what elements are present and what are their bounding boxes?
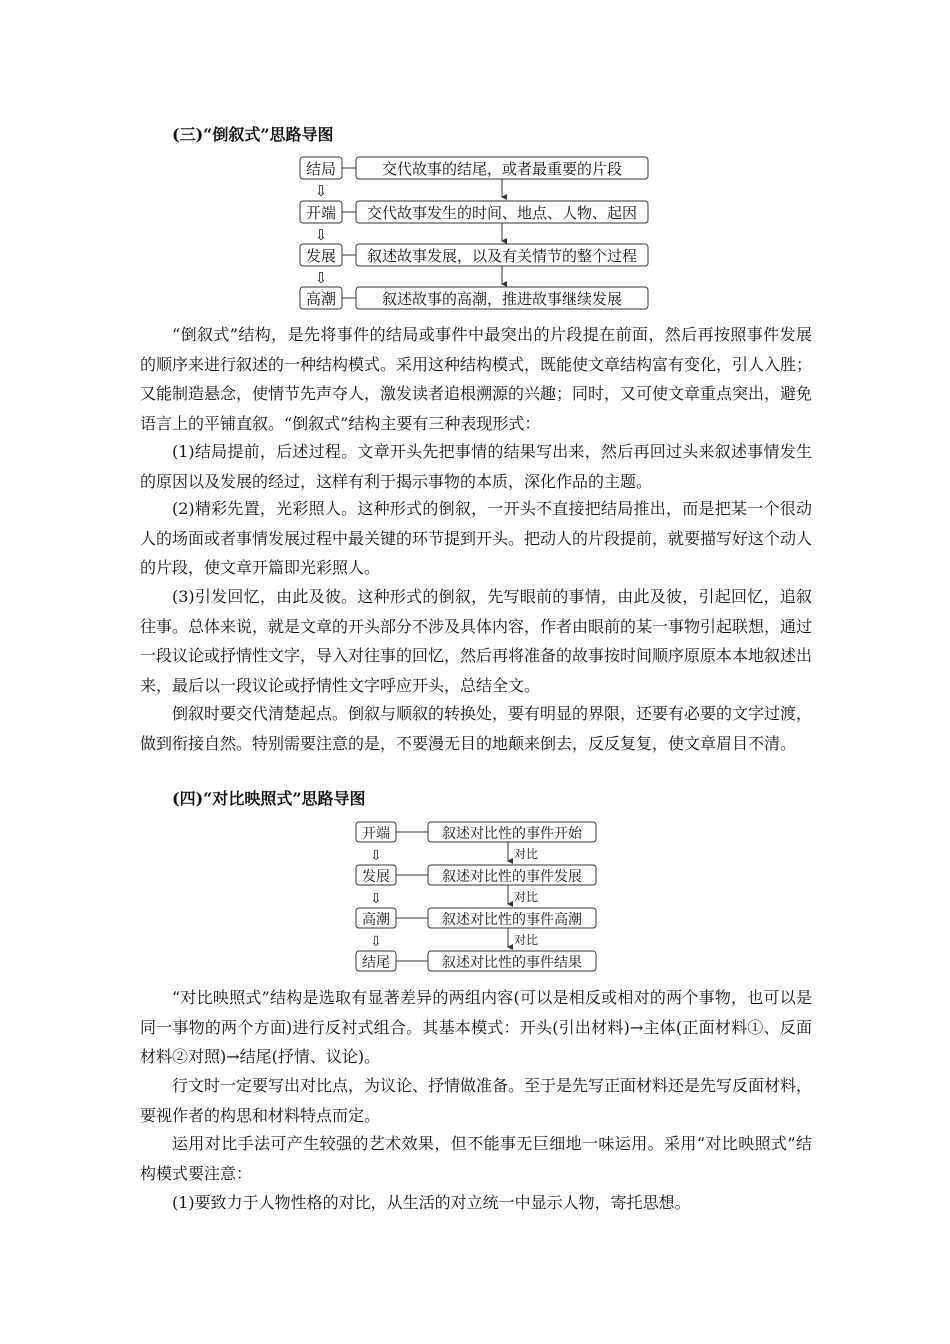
flashback-step2-label: 开端 (305, 204, 337, 222)
flashback-step4-label: 高潮 (305, 290, 337, 308)
section4-paragraph-4: (1)要致力于人物性格的对比，从生活的对立统一中显示人物，寄托思想。 (172, 1193, 691, 1212)
flashback-step1-desc: 交代故事的结尾，或者最重要的片段 (381, 160, 623, 178)
section3-paragraph-4: (3)引发回忆，由此及彼。这种形式的倒叙，先写眼前的事情，由此及彼，引起回忆，追叙往事。总体来说，就是文章的开头部分不涉及具体内容，作者由眼前的某一事物引起联想，通过一段议论或抒情性文字，导入对往事的回忆，然后再将准备的故事按时间顺序原原本本地叙述出来，最后以一段议论或抒情性文字呼应开头，总结全文。 (140, 587, 813, 695)
flashback-step1-label: 结局 (305, 160, 337, 178)
section3-heading: (三)“倒叙式”思路导图 (172, 125, 334, 144)
flashback-diagram (300, 157, 648, 309)
section4-paragraph-1: “对比映照式”结构是选取有显著差异的两组内容(可以是相反或相对的两个事物，也可以是同一事物的两个方面)进行反衬式组合。其基本模式：开头(引出材料)→主体(正面材料①、反面材料②对照)→结尾(抒情、议论)。 (140, 988, 812, 1067)
down-arrow-icon: ⇩ (314, 226, 328, 244)
contrast-connector3-label: 对比 (514, 933, 539, 947)
down-arrow-icon: ⇩ (370, 934, 382, 950)
contrast-step1-label: 开端 (362, 826, 390, 842)
contrast-step2-label: 发展 (362, 869, 390, 885)
contrast-step1-desc: 叙述对比性的事件开始 (442, 826, 582, 842)
contrast-step2-desc: 叙述对比性的事件发展 (442, 869, 582, 885)
section4-paragraph-3: 运用对比手法可产生较强的艺术效果，但不能事无巨细地一味运用。采用“对比映照式”结构模式要注意： (140, 1134, 812, 1183)
section3-paragraph-2: (1)结局提前，后述过程。文章开头先把事情的结果写出来，然后再回过头来叙述事情发生的原因以及发展的经过，这样有利于揭示事物的本质，深化作品的主题。 (140, 442, 812, 491)
contrast-step4-label: 结尾 (362, 955, 390, 971)
section3-paragraph-1: “倒叙式”结构，是先将事件的结局或事件中最突出的片段提在前面，然后再按照事件发展的顺序来进行叙述的一种结构模式。采用这种结构模式，既能使文章结构富有变化，引人入胜；又能制造悬念，使情节先声夺人，激发读者追根溯源的兴趣；同时，又可使文章重点突出，避免语言上的平铺直叙。“倒叙式”结构主要有三种表现形式： (140, 325, 813, 433)
flashback-step4-desc: 叙述故事的高潮，推进故事继续发展 (381, 290, 623, 308)
section3-paragraph-5: 倒叙时要交代清楚起点。倒叙与顺叙的转换处，要有明显的界限，还要有必要的文字过渡，做到衔接自然。特别需要注意的是，不要漫无目的地颠来倒去，反反复复，使文章眉目不清。 (140, 704, 813, 753)
flashback-step3-desc: 叙述故事发展，以及有关情节的整个过程 (366, 247, 638, 265)
flashback-step3-label: 发展 (305, 247, 337, 265)
contrast-connector2-label: 对比 (514, 890, 539, 904)
contrast-step3-desc: 叙述对比性的事件高潮 (442, 912, 582, 928)
section4-paragraph-2: 行文时一定要写出对比点，为议论、抒情做准备。至于是先写正面材料还是先写反面材料，要视作者的构思和材料特点而定。 (140, 1076, 813, 1125)
down-arrow-icon: ⇩ (370, 848, 382, 864)
contrast-step3-label: 高潮 (362, 912, 390, 928)
contrast-step4-desc: 叙述对比性的事件结果 (442, 955, 582, 971)
down-arrow-icon: ⇩ (370, 891, 382, 907)
section3-paragraph-3: (2)精彩先置，光彩照人。这种形式的倒叙，一开头不直接把结局推出，而是把某一个很动人的场面或者事情发展过程中最关键的环节提到开头。把动人的片段提前，就要描写好这个动人的片段，使文章开篇即光彩照人。 (140, 499, 813, 578)
contrast-diagram (356, 822, 596, 971)
contrast-connector1-label: 对比 (514, 847, 539, 861)
down-arrow-icon: ⇩ (314, 182, 328, 200)
section4-heading: (四)“对比映照式”思路导图 (172, 789, 366, 808)
flashback-step2-desc: 交代故事发生的时间、地点、人物、起因 (366, 204, 638, 222)
down-arrow-icon: ⇩ (314, 269, 328, 287)
